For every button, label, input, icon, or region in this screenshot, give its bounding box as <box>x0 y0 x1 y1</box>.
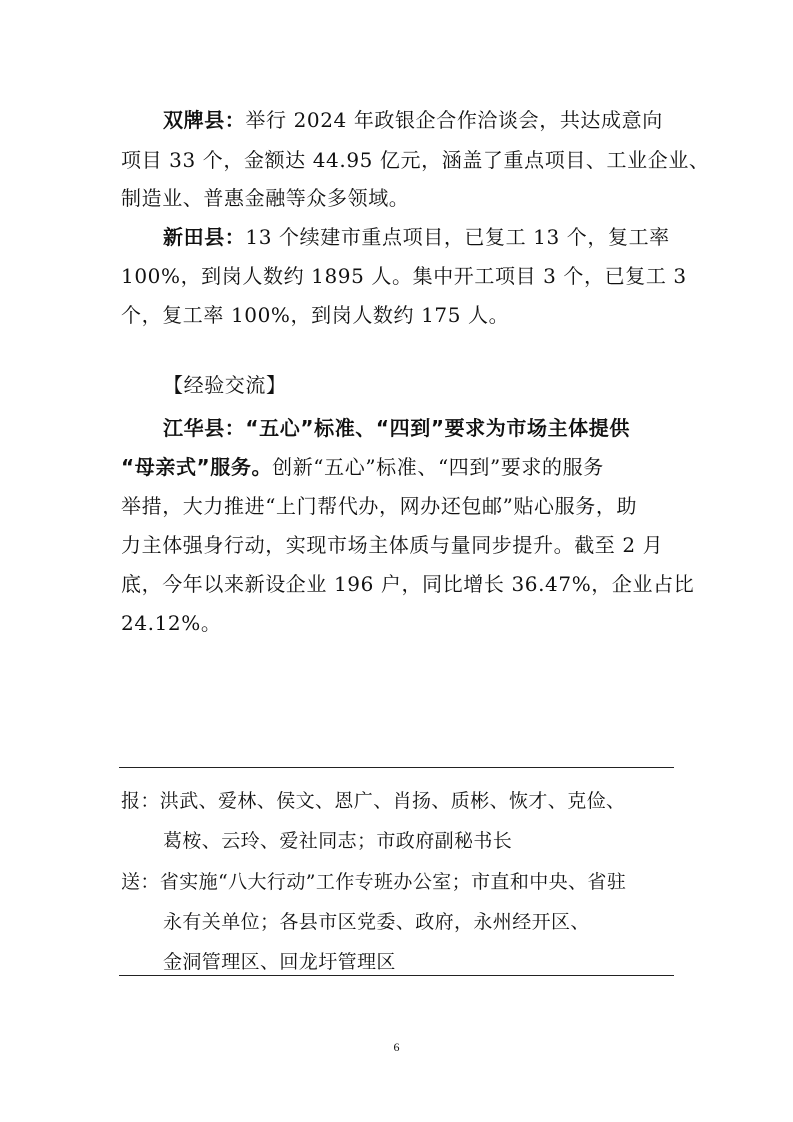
jianghua-line-4: 底，今年以来新设企业 196 户，同比增长 36.47%，企业占比 <box>121 572 695 596</box>
jianghua-line-2: 举措，大力推进“上门帮代办，网办还包邮”贴心服务，助 <box>121 494 638 518</box>
jianghua-title-line-2: “母亲式”服务。 <box>121 455 273 479</box>
jianghua-line-3: 力主体强身行动，实现市场主体质与量同步提升。截至 2 月 <box>121 533 664 557</box>
xintian-label: 新田县： <box>163 225 246 249</box>
shuangpai-line-1 <box>163 108 663 132</box>
report-line-1: 报：洪武、爱林、侯文、恩广、肖扬、质彬、恢才、克俭、 <box>121 790 626 812</box>
footer-bottom-rule <box>119 975 674 976</box>
send-line-3: 金洞管理区、回龙圩管理区 <box>163 951 396 973</box>
shuangpai-line-3: 制造业、普惠金融等众多领域。 <box>121 186 410 210</box>
xintian-line-2: 100%，到岗人数约 1895 人。集中开工项目 3 个，已复工 3 <box>121 264 687 288</box>
jianghua-line-5: 24.12%。 <box>121 611 222 635</box>
jianghua-line-1 <box>121 455 604 479</box>
page-number: 6 <box>393 1040 400 1054</box>
xintian-line-1 <box>163 225 670 249</box>
footer-top-rule <box>119 767 674 768</box>
shuangpai-label: 双牌县： <box>163 108 246 132</box>
send-line-2: 永有关单位；各县市区党委、政府，永州经开区、 <box>163 911 590 933</box>
xintian-line-3: 个，复工率 100%，到岗人数约 175 人。 <box>121 303 510 327</box>
shuangpai-text-1: 举行 2024 年政银企合作洽谈会，共达成意向 <box>245 108 663 132</box>
xintian-text-1: 13 个续建市重点项目，已复工 13 个，复工率 <box>245 225 670 249</box>
report-line-2: 葛桉、云玲、爱社同志；市政府副秘书长 <box>163 830 513 852</box>
send-line-1: 送：省实施“八大行动”工作专班办公室；市直和中央、省驻 <box>121 871 627 893</box>
shuangpai-line-2: 项目 33 个，金额达 44.95 亿元，涵盖了重点项目、工业企业、 <box>121 148 710 172</box>
jianghua-text-1: 创新“五心”标准、“四到”要求的服务 <box>272 455 604 479</box>
jianghua-title-line-1: 江华县：“五心”标准、“四到”要求为市场主体提供 <box>163 416 630 440</box>
exchange-heading: 【经验交流】 <box>163 373 287 397</box>
